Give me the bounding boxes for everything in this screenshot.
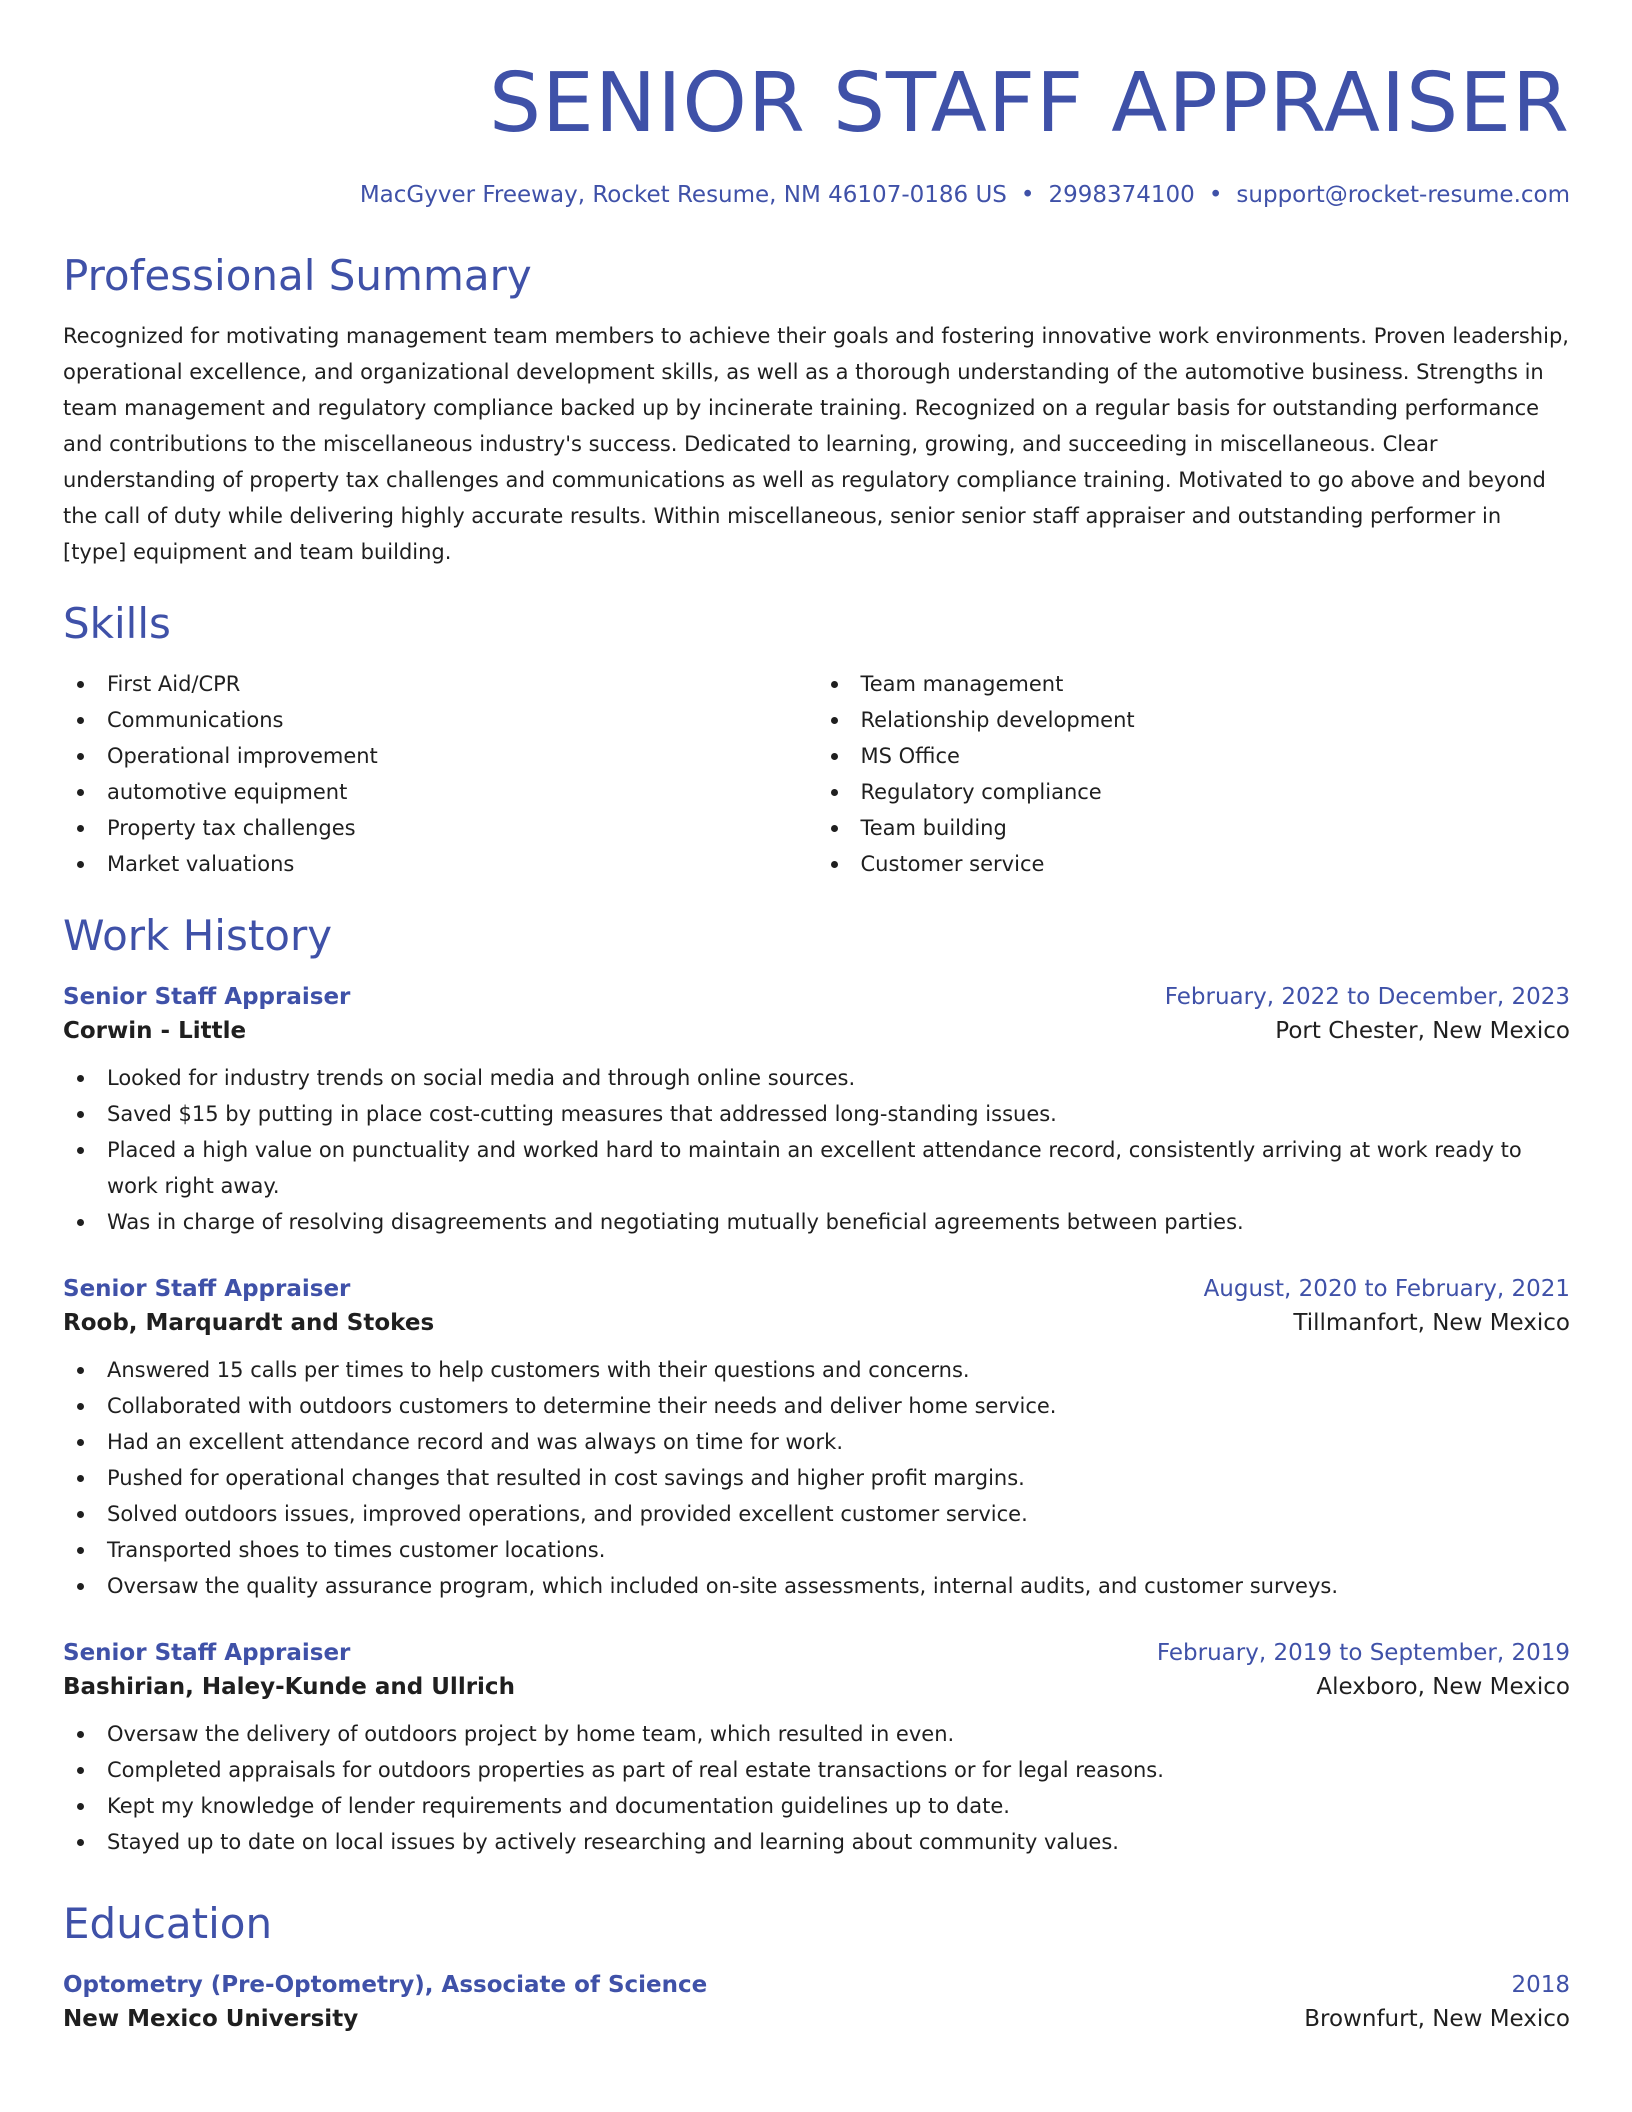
contact-email: support@rocket-resume.com: [1236, 182, 1570, 208]
job-location: Alexboro, New Mexico: [1316, 1674, 1570, 1700]
job-entry: [63, 984, 1570, 1240]
job-bullet: Stayed up to date on local issues by actively researching and learning about community values.: [63, 1824, 1570, 1860]
skills-section: [63, 598, 1570, 882]
job-bullet: Collaborated with outdoors customers to determine their needs and deliver home service.: [63, 1388, 1570, 1424]
skill-item: Relationship development: [817, 702, 1571, 738]
contact-separator: •: [1208, 182, 1223, 208]
job-dates: February, 2022 to December, 2023: [1164, 984, 1570, 1010]
skill-item: MS Office: [817, 738, 1571, 774]
job-company-row: [63, 1674, 1570, 1700]
job-bullet: Kept my knowledge of lender requirements and documentation guidelines up to date.: [63, 1788, 1570, 1824]
education-heading: Education: [63, 1899, 273, 1948]
job-dates: August, 2020 to February, 2021: [1203, 1276, 1570, 1302]
skills-column-right: [817, 666, 1571, 882]
job-bullets: [63, 1716, 1570, 1860]
job-bullets: [63, 1352, 1570, 1604]
job-bullet: Answered 15 calls per times to help customers with their questions and concerns.: [63, 1352, 1570, 1388]
summary-section: [63, 250, 1570, 570]
education-entry: [63, 1972, 1570, 2032]
skills-column-left: [63, 666, 817, 882]
skill-item: Communications: [63, 702, 817, 738]
skill-item: Operational improvement: [63, 738, 817, 774]
job-bullet: Solved outdoors issues, improved operations, and provided excellent customer service.: [63, 1496, 1570, 1532]
job-company: Roob, Marquardt and Stokes: [63, 1310, 435, 1336]
summary-heading: Professional Summary: [63, 251, 532, 300]
job-bullet: Completed appraisals for outdoors properties as part of real estate transactions or for legal reasons.: [63, 1752, 1570, 1788]
contact-separator: •: [1020, 182, 1035, 208]
education-header-row: [63, 1972, 1570, 1998]
candidate-name: SENIOR STAFF APPRAISER: [489, 56, 1570, 151]
skill-item: Property tax challenges: [63, 810, 817, 846]
job-bullet: Pushed for operational changes that resulted in cost savings and higher profit margins.: [63, 1460, 1570, 1496]
job-company: Corwin - Little: [63, 1018, 247, 1044]
summary-text: Recognized for motivating management team members to achieve their goals and fostering innovative work environments. Proven leadership, operational excellence, and organizational development skills, as well as a thorough understanding of the automotive business. Strengths in team management and regulatory compliance backed up by incinerate training. Recognized on a regular basis for outstanding performance and contributions to the miscellaneous industry's success. Dedicated to learning, growing, and succeeding in miscellaneous. Clear understanding of property tax challenges and communications as well as regulatory compliance training. Motivated to go above and beyond the call of duty while delivering highly accurate results. Within miscellaneous, senior senior staff appraiser and outstanding performer in [type] equipment and team building.: [63, 324, 1569, 564]
education-school-row: [63, 2006, 1570, 2032]
job-company-row: [63, 1018, 1570, 1044]
education-school: New Mexico University: [63, 2006, 359, 2032]
job-company-row: [63, 1310, 1570, 1336]
resume-header: [63, 56, 1570, 208]
education-degree: Optometry (Pre-Optometry), Associate of Science: [63, 1972, 708, 1998]
education-location: Brownfurt, New Mexico: [1304, 2006, 1570, 2032]
job-company: Bashirian, Haley-Kunde and Ullrich: [63, 1674, 515, 1700]
job-bullet: Oversaw the quality assurance program, which included on-site assessments, internal audits, and customer surveys.: [63, 1568, 1570, 1604]
job-bullet: Was in charge of resolving disagreements and negotiating mutually beneficial agreements between parties.: [63, 1204, 1570, 1240]
job-bullet: Placed a high value on punctuality and worked hard to maintain an excellent attendance record, consistently arriving at work ready to work right away.: [63, 1132, 1570, 1204]
skill-item: Team building: [817, 810, 1571, 846]
job-bullet: Saved $15 by putting in place cost-cutting measures that addressed long-standing issues.: [63, 1096, 1570, 1132]
skills-heading: Skills: [63, 599, 171, 648]
contact-address: MacGyver Freeway, Rocket Resume, NM 46107-0186 US: [359, 182, 1007, 208]
skill-item: Regulatory compliance: [817, 774, 1571, 810]
job-location: Port Chester, New Mexico: [1275, 1018, 1570, 1044]
job-bullet: Had an excellent attendance record and was always on time for work.: [63, 1424, 1570, 1460]
job-location: Tillmanfort, New Mexico: [1293, 1310, 1570, 1336]
job-dates: February, 2019 to September, 2019: [1156, 1640, 1570, 1666]
job-header-row: [63, 1276, 1570, 1302]
skill-item: Team management: [817, 666, 1571, 702]
job-title: Senior Staff Appraiser: [63, 1276, 351, 1302]
skill-item: First Aid/CPR: [63, 666, 817, 702]
skills-list-right: [817, 666, 1571, 882]
skill-item: Market valuations: [63, 846, 817, 882]
job-title: Senior Staff Appraiser: [63, 984, 351, 1010]
education-section: [63, 1898, 1570, 2032]
job-header-row: [63, 1640, 1570, 1666]
contact-phone: 2998374100: [1048, 182, 1195, 208]
job-bullet: Oversaw the delivery of outdoors project by home team, which resulted in even.: [63, 1716, 1570, 1752]
skills-list-left: [63, 666, 817, 882]
skill-item: Customer service: [817, 846, 1571, 882]
education-year: 2018: [1511, 1972, 1570, 1998]
skill-item: automotive equipment: [63, 774, 817, 810]
work-history-heading: Work History: [63, 911, 333, 960]
work-history-section: [63, 910, 1570, 1860]
job-bullet: Looked for industry trends on social media and through online sources.: [63, 1060, 1570, 1096]
job-bullet: Transported shoes to times customer locations.: [63, 1532, 1570, 1568]
job-entry: [63, 1276, 1570, 1604]
job-entry: [63, 1640, 1570, 1860]
job-title: Senior Staff Appraiser: [63, 1640, 351, 1666]
skills-grid: [63, 666, 1570, 882]
job-header-row: [63, 984, 1570, 1010]
contact-line: [63, 182, 1570, 208]
job-bullets: [63, 1060, 1570, 1240]
